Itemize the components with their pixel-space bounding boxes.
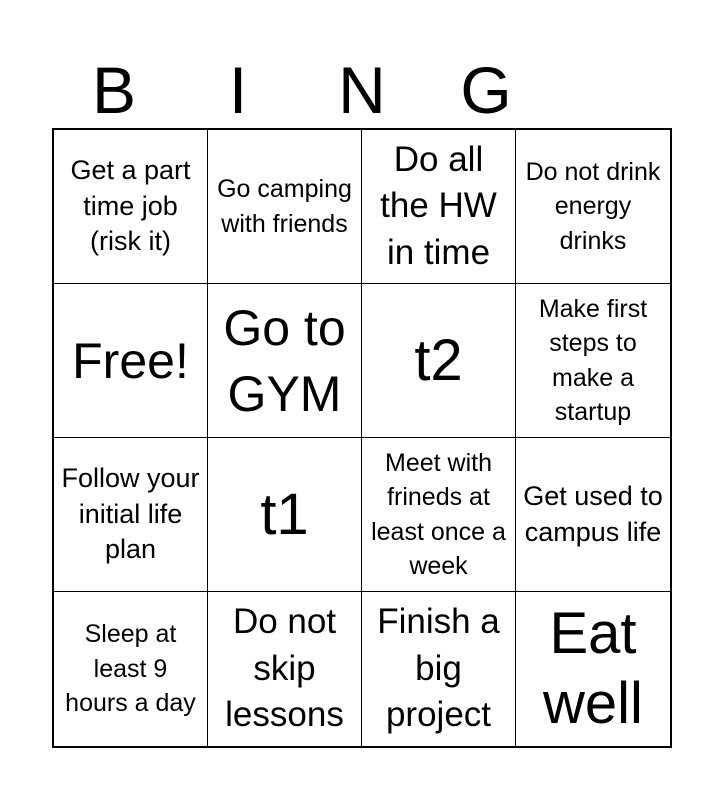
bingo-header (52, 52, 672, 128)
cell-text: Free! (72, 332, 189, 389)
bingo-cell-r1c1[interactable] (54, 130, 208, 284)
cell-text: Finish a big project (377, 602, 500, 735)
header-letter-g: G (460, 53, 512, 127)
bingo-cell-r3c1[interactable] (54, 438, 208, 592)
bingo-cell-r2c1-free[interactable] (54, 284, 208, 438)
cell-text: Get used to campus life (523, 480, 663, 547)
bingo-cell-r2c4[interactable] (516, 284, 670, 438)
cell-text: Do all the HW in time (380, 139, 497, 272)
bingo-cell-r4c3[interactable] (362, 592, 516, 746)
cell-text: Go camping with friends (217, 175, 352, 238)
bingo-cell-r2c2[interactable] (208, 284, 362, 438)
cell-text: Make first steps to make a startup (538, 294, 648, 426)
cell-text: Sleep at least 9 hours a day (65, 620, 196, 718)
bingo-cell-r3c2[interactable] (208, 438, 362, 592)
header-letter-i: I (228, 53, 248, 127)
header-letter-n: N (338, 53, 386, 127)
bingo-cell-r1c4[interactable] (516, 130, 670, 284)
bingo-cell-r1c3[interactable] (362, 130, 516, 284)
cell-text: Follow your initial life plan (61, 462, 200, 565)
bingo-cell-r4c2[interactable] (208, 592, 362, 746)
cell-text: Do not drink energy drinks (525, 157, 661, 255)
bingo-board (52, 128, 672, 748)
cell-text: t2 (414, 327, 463, 393)
bingo-cell-r2c3[interactable] (362, 284, 516, 438)
cell-text: Eat well (543, 601, 643, 736)
bingo-cell-r1c2[interactable] (208, 130, 362, 284)
bingo-cell-r3c4[interactable] (516, 438, 670, 592)
header-letter-b: B (91, 53, 137, 127)
bingo-cell-r3c3[interactable] (362, 438, 516, 592)
bingo-cell-r4c4[interactable] (516, 592, 670, 746)
cell-text: t1 (260, 481, 309, 547)
cell-text: Meet with frineds at least once a week (371, 448, 506, 580)
cell-text: Get a part time job (risk it) (70, 154, 191, 257)
cell-text: Go to GYM (223, 299, 346, 422)
cell-text: Do not skip lessons (225, 602, 344, 735)
bingo-cell-r4c1[interactable] (54, 592, 208, 746)
